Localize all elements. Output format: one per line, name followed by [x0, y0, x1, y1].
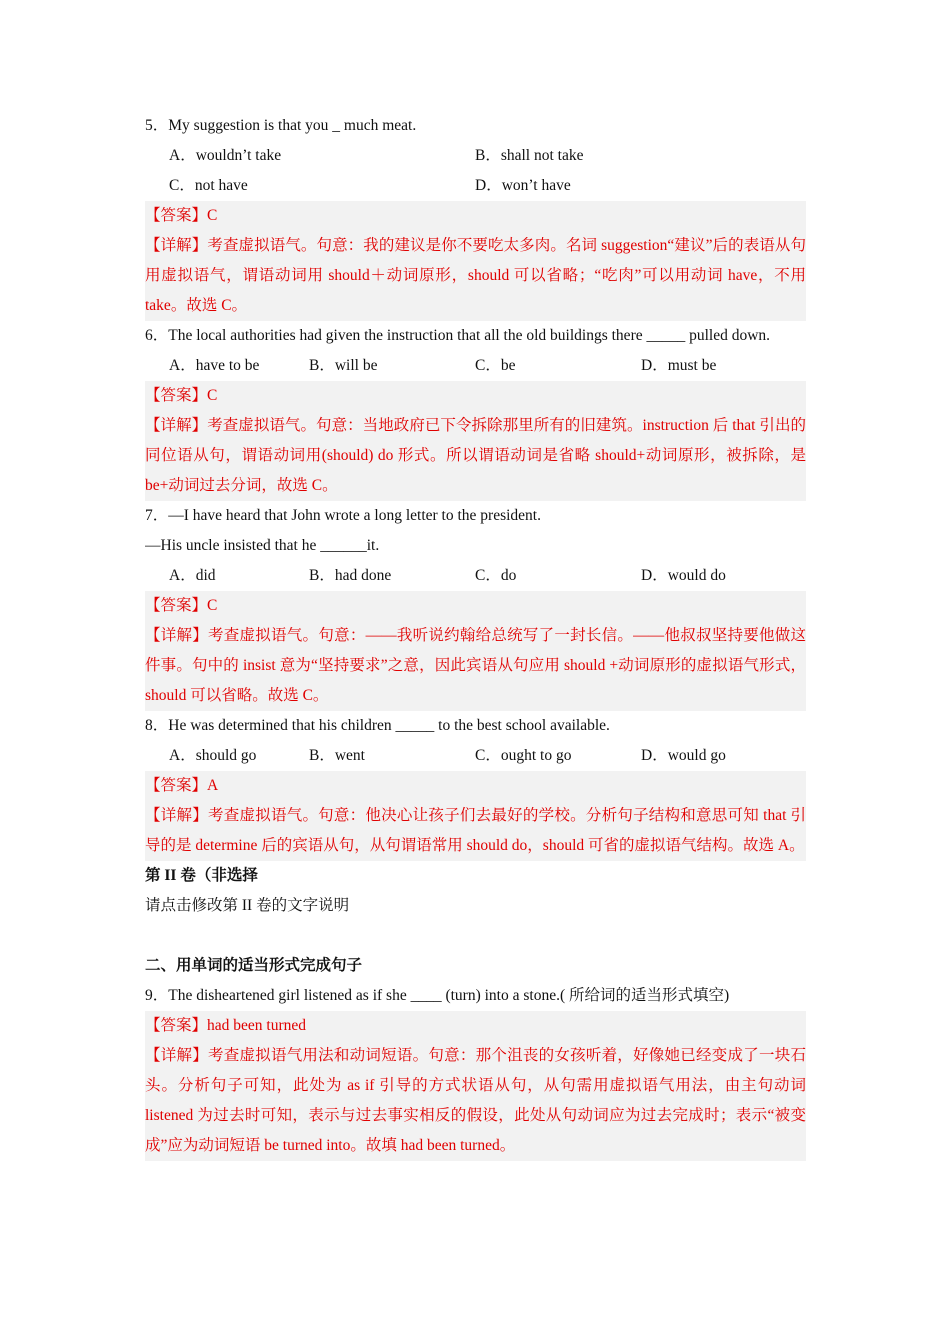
option-b: B．went — [309, 747, 365, 764]
option-d: D．won’t have — [475, 177, 571, 194]
option-b: B．will be — [309, 357, 378, 374]
answer-detail: 【详解】考查虚拟语气。句意：他决心让孩子们去最好的学校。分析句子结构和意思可知 that 引导的是 determine 后的宾语从句，从句谓语常用 should do，should 可省的虚拟语气结构。故选 A。 — [145, 807, 806, 854]
answer-label: 【答案】 — [145, 1017, 208, 1034]
answer-block-7 — [145, 591, 806, 711]
answer-block-5 — [145, 201, 806, 321]
question-7-stem: 7．—I have heard that John wrote a long letter to the president. — [145, 507, 541, 524]
spacer — [145, 921, 806, 951]
question-8-stem: 8．He was determined that his children _____ to the best school available. — [145, 717, 610, 734]
answer-label: 【答案】C — [145, 207, 218, 224]
option-c: C．do — [475, 567, 517, 584]
answer-block-9 — [145, 1011, 806, 1161]
document-page — [145, 111, 806, 1161]
answer-detail: 【详解】考查虚拟语气。句意：我的建议是你不要吃太多肉。名词 suggestion“建议”后的表语从句用虚拟语气，谓语动词用 should＋动词原形，should 可以省略；“吃肉”可以用动词 have，不用 take。故选 C。 — [145, 237, 806, 314]
question-9-stem: 9．The disheartened girl listened as if she ____ (turn) into a stone.( 所给词的适当形式填空) — [145, 987, 730, 1004]
question-6-options — [145, 351, 806, 381]
question-7-stem-reply: —His uncle insisted that he ______it. — [145, 537, 380, 554]
option-a: A．wouldn’t take — [169, 147, 282, 164]
section-2-heading: 二、用单词的适当形式完成句子 — [145, 957, 363, 974]
option-a: A．should go — [169, 747, 257, 764]
question-6-stem: 6．The local authorities had given the instruction that all the old buildings there _____ pulled down. — [145, 327, 771, 344]
answer-detail: 【详解】考查虚拟语气。句意：——我听说约翰给总统写了一封长信。——他叔叔坚持要他做这件事。句中的 insist 意为“坚持要求”之意，因此宾语从句应用 should +动词原形的虚拟语气形式，should 可以省略。故选 C。 — [145, 627, 806, 704]
answer-row — [145, 1011, 806, 1041]
option-c: C．be — [475, 357, 516, 374]
question-5-options — [145, 141, 806, 171]
answer-label: 【答案】C — [145, 387, 218, 404]
option-a: A．did — [169, 567, 216, 584]
question-8-options — [145, 741, 806, 771]
answer-label: 【答案】C — [145, 597, 218, 614]
option-c: C．not have — [169, 177, 248, 194]
answer-block-6 — [145, 381, 806, 501]
option-c: C．ought to go — [475, 747, 572, 764]
option-d: D．would go — [641, 747, 726, 764]
answer-block-8 — [145, 771, 806, 861]
question-5-options-row2 — [145, 171, 806, 201]
part-2-title: 第 II 卷（非选择 — [145, 867, 258, 884]
answer-label: 【答案】A — [145, 777, 219, 794]
question-7-options — [145, 561, 806, 591]
option-d: D．would do — [641, 567, 726, 584]
option-b: B．had done — [309, 567, 392, 584]
part-2-note: 请点击修改第 II 卷的文字说明 — [145, 897, 350, 914]
option-d: D．must be — [641, 357, 717, 374]
option-b: B．shall not take — [475, 147, 584, 164]
answer-detail: 【详解】考查虚拟语气用法和动词短语。句意：那个沮丧的女孩听着，好像她已经变成了一块石头。分析句子可知，此处为 as if 引导的方式状语从句，从句需用虚拟语气用法，由主句动词 listened 为过去时可知，表示与过去事实相反的假设，此处从句动词应为过去完成时；表示“被变成”应为动词短语 be turned into。故填 had been turned。 — [145, 1047, 806, 1154]
answer-detail: 【详解】考查虚拟语气。句意：当地政府已下令拆除那里所有的旧建筑。instruction 后 that 引出的同位语从句，谓语动词用(should) do 形式。所以谓语动词是省略 should+动词原形，被拆除，是 be+动词过去分词，故选 C。 — [145, 417, 806, 494]
option-a: A．have to be — [169, 357, 260, 374]
question-5-stem: 5．My suggestion is that you _ much meat. — [145, 117, 417, 134]
answer-value: had been turned — [207, 1017, 307, 1034]
